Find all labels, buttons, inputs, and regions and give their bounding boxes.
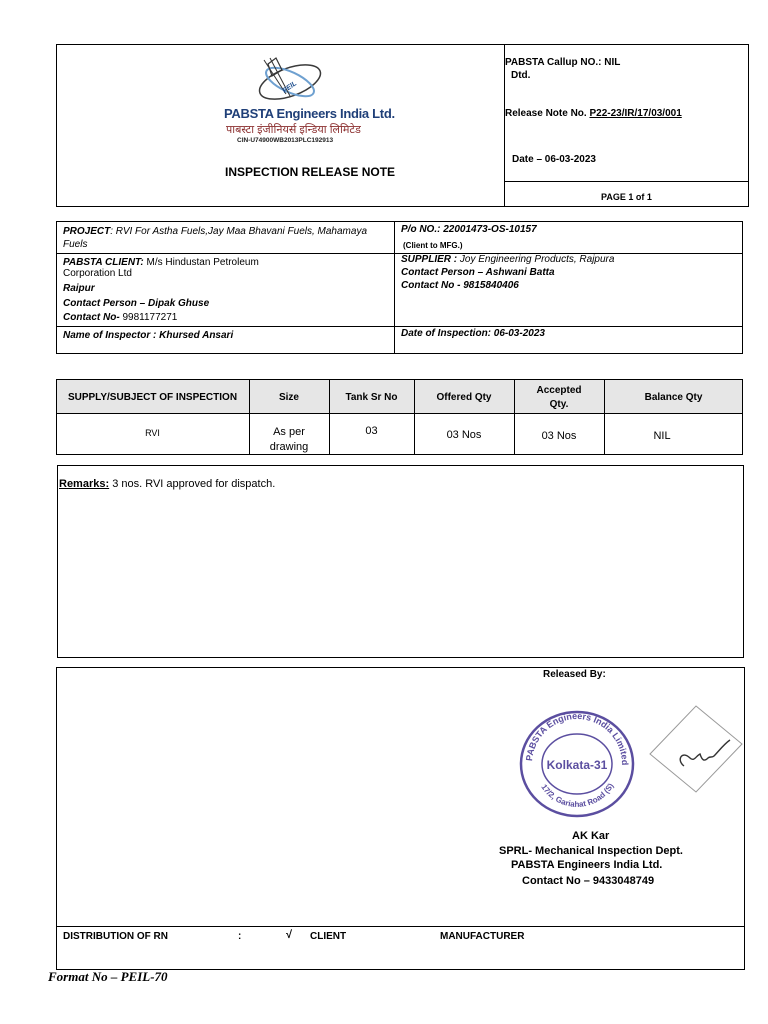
doc-title: INSPECTION RELEASE NOTE — [225, 165, 396, 179]
items-col-line-2 — [329, 379, 330, 455]
project-row-line-2 — [56, 326, 743, 327]
signatory-company: PABSTA Engineers India Ltd. — [511, 859, 663, 871]
callup-label: PABSTA Callup NO.: NIL — [505, 57, 621, 68]
signatory-contact: Contact No – 9433048749 — [522, 875, 655, 887]
col-header-offered-qty: Offered Qty — [436, 392, 492, 403]
col-header-subject: SUPPLY/SUBJECT OF INSPECTION — [67, 392, 238, 403]
remarks-label: Remarks: — [59, 478, 110, 490]
items-col-line-1 — [249, 379, 250, 455]
signature-icon — [646, 704, 746, 794]
cell-balance-qty: NIL — [653, 430, 671, 442]
project-field — [63, 225, 388, 251]
release-box — [56, 667, 745, 970]
distribution-manufacturer: MANUFACTURER — [440, 931, 525, 942]
supplier-field — [401, 254, 614, 265]
client-city: Raipur — [63, 283, 95, 294]
cell-accepted-qty: 03 Nos — [541, 430, 577, 442]
col-header-tank-sr-no: Tank Sr No — [345, 392, 398, 403]
items-col-line-5 — [604, 379, 605, 455]
header-date: Date – 06-03-2023 — [512, 154, 596, 165]
svg-text:17/2, Gariahat Road (S) — [539, 781, 615, 809]
col-header-balance-qty: Balance Qty — [644, 392, 703, 403]
remarks-box — [57, 465, 744, 658]
page-number: PAGE 1 of 1 — [601, 192, 652, 202]
dtd-label: Dtd. — [511, 70, 531, 81]
client-value: M/s Hindustan Petroleum — [146, 257, 259, 268]
release-note-label: Release Note No. — [505, 108, 590, 119]
remarks-field — [59, 478, 275, 490]
signatory-dept: SPRL- Mechanical Inspection Dept. — [499, 845, 683, 857]
remarks-text: 3 nos. RVI approved for dispatch. — [109, 478, 276, 490]
supplier-label: SUPPLIER : — [401, 254, 460, 265]
items-col-line-4 — [514, 379, 515, 455]
distribution-client: CLIENT — [310, 931, 347, 942]
client-value-line2: Corporation Ltd — [63, 268, 132, 279]
release-note-row — [505, 108, 682, 119]
client-contact-no-field — [63, 312, 177, 323]
supplier-contact-person: Contact Person – Ashwani Batta — [401, 267, 555, 278]
client-contact-no-label: Contact No- — [63, 312, 123, 323]
client-label: PABSTA CLIENT: — [63, 257, 147, 268]
client-contact-person: Contact Person – Dipak Ghuse — [63, 298, 210, 309]
client-contact-no: 9981177271 — [122, 312, 178, 323]
col-header-size: Size — [278, 392, 299, 403]
items-table — [56, 379, 743, 455]
signatory-name: AK Kar — [572, 830, 610, 842]
stamp-bottom-text: 17/2, Gariahat Road (S) — [539, 781, 616, 809]
inspector-name: Name of Inspector : Khursed Ansari — [63, 330, 234, 341]
released-by-label: Released By: — [543, 669, 606, 680]
supplier-value: Joy Engineering Products, Rajpura — [459, 254, 615, 265]
distribution-label: DISTRIBUTION OF RN — [63, 931, 168, 942]
format-number: Format No – PEIL-70 — [48, 969, 168, 984]
header-page-divider — [504, 181, 749, 182]
company-name-hindi: पाबस्टा इंजीनियर्स इन्डिया लिमिटेड — [226, 124, 361, 136]
cell-size: As per drawing — [269, 426, 309, 453]
header-box — [56, 44, 749, 207]
po-number: P/o NO.: 22001473-OS-10157 — [401, 224, 537, 235]
project-label: PROJECT — [63, 226, 111, 237]
items-col-line-3 — [414, 379, 415, 455]
company-name: PABSTA Engineers India Ltd. — [224, 106, 395, 121]
project-info-divider — [394, 221, 395, 354]
distribution-line — [56, 926, 745, 927]
project-value: : RVI For Astha Fuels,Jay Maa Bhavani Fuels, Mahamaya Fuels — [63, 226, 368, 250]
supplier-contact-no: Contact No - 9815840406 — [401, 280, 519, 291]
items-table-header-line — [56, 413, 743, 414]
company-logo-icon — [250, 56, 330, 106]
cell-tank-sr-no: 03 — [365, 425, 378, 437]
logo-text: PEIL — [281, 80, 299, 95]
distribution-check-mark: √ — [286, 929, 293, 941]
stamp-center-text: Kolkata-31 — [546, 758, 608, 772]
col-header-accepted-qty: Accepted Qty. — [536, 385, 582, 410]
stamp-top-text: PABSTA Engineers India Limited — [524, 710, 631, 766]
project-row-line-1 — [56, 253, 743, 254]
cell-offered-qty: 03 Nos — [446, 429, 482, 441]
po-note: (Client to MFG.) — [403, 241, 463, 250]
cell-subject: RVI — [145, 428, 160, 438]
inspection-date: Date of Inspection: 06-03-2023 — [401, 328, 545, 339]
release-note-number: P22-23/IR/17/03/001 — [589, 108, 682, 119]
cin-number: CIN-U74900WB2013PLC192913 — [237, 137, 334, 144]
distribution-colon: : — [238, 931, 242, 942]
header-divider — [504, 44, 505, 207]
company-stamp-icon — [516, 708, 638, 820]
